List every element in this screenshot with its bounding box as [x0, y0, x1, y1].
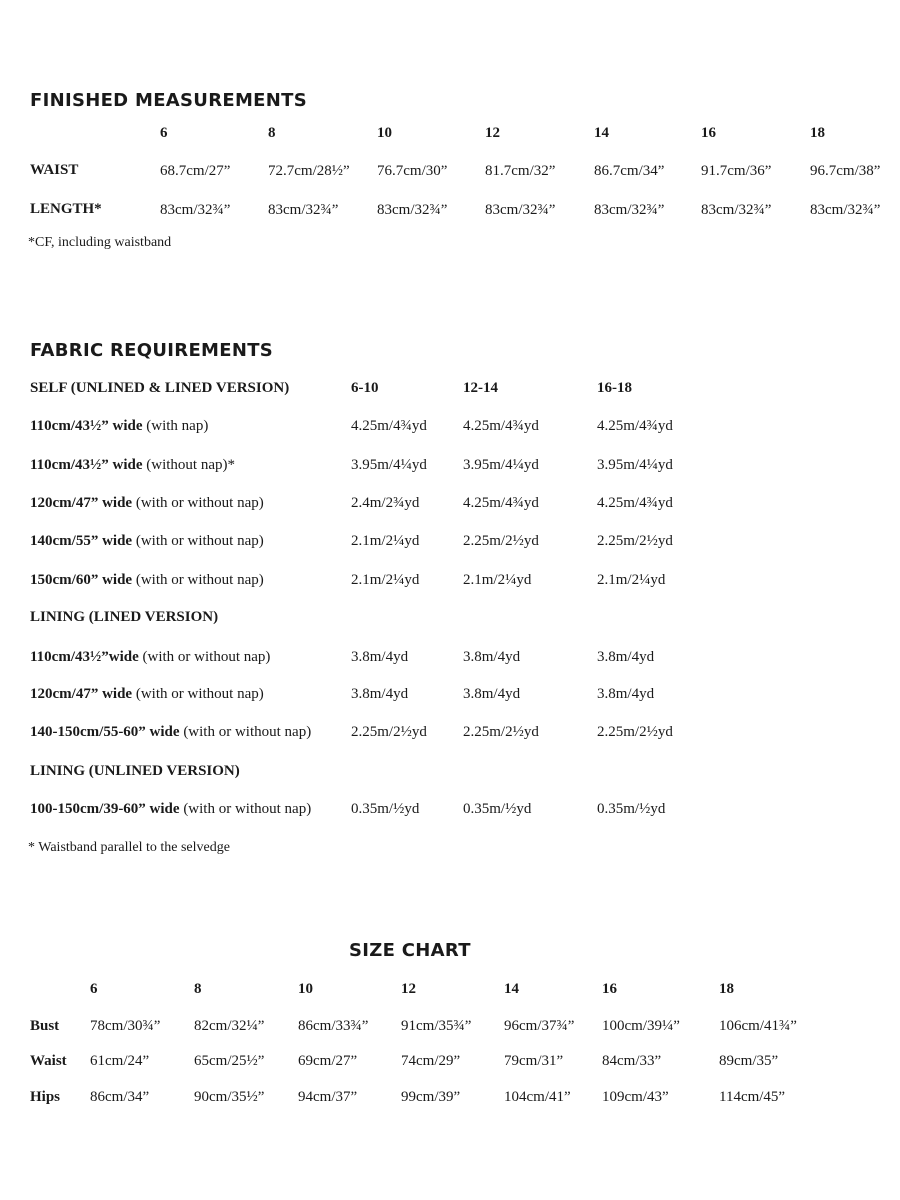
- fabric-footnote: * Waistband parallel to the selvedge: [28, 840, 230, 855]
- row-label: Waist: [30, 1053, 67, 1069]
- sizechart-size-14: 14: [504, 981, 519, 997]
- yardage-value: 0.35m/½yd: [463, 801, 532, 817]
- cell-value: 84cm/33”: [602, 1053, 662, 1069]
- yardage-value: 0.35m/½yd: [597, 801, 666, 817]
- size-group-12-14: 12-14: [463, 380, 498, 396]
- cell-value: 90cm/35½”: [194, 1089, 265, 1105]
- cell-value: 83cm/32¾”: [701, 202, 772, 218]
- finished-size-18: 18: [810, 125, 825, 141]
- yardage-value: 2.25m/2½yd: [597, 533, 673, 549]
- fabric-condition: (with or without nap): [132, 495, 264, 511]
- fabric-width-label: [30, 534, 264, 549]
- fabric-width: 110cm/43½” wide: [30, 457, 143, 473]
- sizechart-size-18: 18: [719, 981, 734, 997]
- yardage-value: 2.25m/2½yd: [463, 724, 539, 740]
- fabric-condition: (with nap): [142, 418, 209, 434]
- finished-size-10: 10: [377, 125, 392, 141]
- cell-value: 79cm/31”: [504, 1053, 564, 1069]
- lining-unlined-header: LINING (UNLINED VERSION): [30, 763, 240, 779]
- yardage-value: 0.35m/½yd: [351, 801, 420, 817]
- cell-value: 104cm/41”: [504, 1089, 571, 1105]
- cell-value: 96.7cm/38”: [810, 163, 881, 179]
- cell-value: 96cm/37¾”: [504, 1018, 575, 1034]
- fabric-condition: (with or without nap): [132, 686, 264, 702]
- yardage-value: 4.25m/4¾yd: [463, 418, 539, 434]
- yardage-value: 3.95m/4¼yd: [463, 457, 539, 473]
- cell-value: 68.7cm/27”: [160, 163, 231, 179]
- row-label: LENGTH*: [30, 201, 102, 217]
- cell-value: 94cm/37”: [298, 1089, 358, 1105]
- fabric-condition: (with or without nap): [132, 533, 264, 549]
- yardage-value: 2.1m/2¼yd: [597, 572, 666, 588]
- cell-value: 86cm/34”: [90, 1089, 150, 1105]
- fabric-width: 140cm/55” wide: [30, 533, 133, 549]
- fabric-width-label: [30, 458, 235, 473]
- yardage-value: 3.8m/4yd: [597, 686, 655, 702]
- sizechart-size-8: 8: [194, 981, 202, 997]
- yardage-value: 4.25m/4¾yd: [597, 418, 673, 434]
- cell-value: 81.7cm/32”: [485, 163, 556, 179]
- cell-value: 76.7cm/30”: [377, 163, 448, 179]
- yardage-value: 4.25m/4¾yd: [351, 418, 427, 434]
- cell-value: 78cm/30¾”: [90, 1018, 161, 1034]
- fabric-width-label: [30, 687, 264, 702]
- fabric-width-label: [30, 573, 264, 588]
- yardage-value: 3.8m/4yd: [351, 649, 409, 665]
- cell-value: 82cm/32¼”: [194, 1018, 265, 1034]
- cell-value: 100cm/39¼”: [602, 1018, 680, 1034]
- yardage-value: 2.1m/2¼yd: [351, 533, 420, 549]
- yardage-value: 2.4m/2¾yd: [351, 495, 420, 511]
- yardage-value: 2.25m/2½yd: [463, 533, 539, 549]
- cell-value: 91cm/35¾”: [401, 1018, 472, 1034]
- cell-value: 109cm/43”: [602, 1089, 669, 1105]
- cell-value: 72.7cm/28½”: [268, 163, 350, 179]
- finished-size-12: 12: [485, 125, 500, 141]
- yardage-value: 3.8m/4yd: [463, 649, 521, 665]
- cell-value: 106cm/41¾”: [719, 1018, 797, 1034]
- fabric-condition: (with or without nap): [138, 649, 271, 665]
- cell-value: 83cm/32¾”: [485, 202, 556, 218]
- finished-size-6: 6: [160, 125, 168, 141]
- finished-measurements-title: FINISHED MEASUREMENTS: [30, 90, 307, 111]
- yardage-value: 2.25m/2½yd: [351, 724, 427, 740]
- cell-value: 83cm/32¾”: [160, 202, 231, 218]
- cell-value: 83cm/32¾”: [377, 202, 448, 218]
- size-group-6-10: 6-10: [351, 380, 379, 396]
- cell-value: 99cm/39”: [401, 1089, 461, 1105]
- cell-value: 65cm/25½”: [194, 1053, 265, 1069]
- yardage-value: 3.8m/4yd: [351, 686, 409, 702]
- fabric-condition: (with or without nap): [132, 572, 264, 588]
- fabric-width: 100-150cm/39-60” wide: [30, 801, 180, 817]
- cell-value: 83cm/32¾”: [810, 202, 881, 218]
- fabric-condition: (without nap)*: [142, 457, 235, 473]
- fabric-width: 150cm/60” wide: [30, 572, 133, 588]
- fabric-width: 120cm/47” wide: [30, 495, 133, 511]
- self-section-header: SELF (UNLINED & LINED VERSION): [30, 380, 290, 396]
- size-chart-title: SIZE CHART: [349, 940, 471, 961]
- sizechart-size-6: 6: [90, 981, 98, 997]
- yardage-value: 3.8m/4yd: [597, 649, 655, 665]
- size-group-16-18: 16-18: [597, 380, 632, 396]
- sizechart-size-12: 12: [401, 981, 416, 997]
- fabric-width: 110cm/43½” wide: [30, 418, 143, 434]
- row-label: Bust: [30, 1018, 60, 1034]
- yardage-value: 3.95m/4¼yd: [351, 457, 427, 473]
- cell-value: 86.7cm/34”: [594, 163, 665, 179]
- yardage-value: 2.25m/2½yd: [597, 724, 673, 740]
- cell-value: 83cm/32¾”: [268, 202, 339, 218]
- yardage-value: 3.8m/4yd: [463, 686, 521, 702]
- fabric-width-label: [30, 650, 270, 665]
- yardage-value: 4.25m/4¾yd: [597, 495, 673, 511]
- finished-footnote: *CF, including waistband: [28, 235, 172, 250]
- sizechart-size-10: 10: [298, 981, 313, 997]
- finished-size-16: 16: [701, 125, 716, 141]
- cell-value: 86cm/33¾”: [298, 1018, 369, 1034]
- fabric-condition: (with or without nap): [179, 724, 312, 740]
- cell-value: 83cm/32¾”: [594, 202, 665, 218]
- finished-size-14: 14: [594, 125, 609, 141]
- cell-value: 114cm/45”: [719, 1089, 786, 1105]
- sizechart-size-16: 16: [602, 981, 617, 997]
- yardage-value: 2.1m/2¼yd: [351, 572, 420, 588]
- yardage-value: 3.95m/4¼yd: [597, 457, 673, 473]
- cell-value: 61cm/24”: [90, 1053, 150, 1069]
- finished-size-8: 8: [268, 125, 276, 141]
- row-label: Hips: [30, 1089, 61, 1105]
- fabric-width-label: [30, 725, 311, 740]
- fabric-width-label: [30, 419, 208, 434]
- row-label: WAIST: [30, 162, 79, 178]
- fabric-width: 140-150cm/55-60” wide: [30, 724, 180, 740]
- fabric-width: 120cm/47” wide: [30, 686, 133, 702]
- yardage-value: 2.1m/2¼yd: [463, 572, 532, 588]
- cell-value: 69cm/27”: [298, 1053, 358, 1069]
- lining-lined-header: LINING (LINED VERSION): [30, 609, 219, 625]
- fabric-requirements-title: FABRIC REQUIREMENTS: [30, 340, 274, 361]
- fabric-width: 110cm/43½”wide: [30, 649, 139, 665]
- cell-value: 74cm/29”: [401, 1053, 461, 1069]
- fabric-width-label: [30, 802, 311, 817]
- fabric-width-label: [30, 496, 264, 511]
- yardage-value: 4.25m/4¾yd: [463, 495, 539, 511]
- cell-value: 89cm/35”: [719, 1053, 779, 1069]
- fabric-condition: (with or without nap): [179, 801, 312, 817]
- cell-value: 91.7cm/36”: [701, 163, 772, 179]
